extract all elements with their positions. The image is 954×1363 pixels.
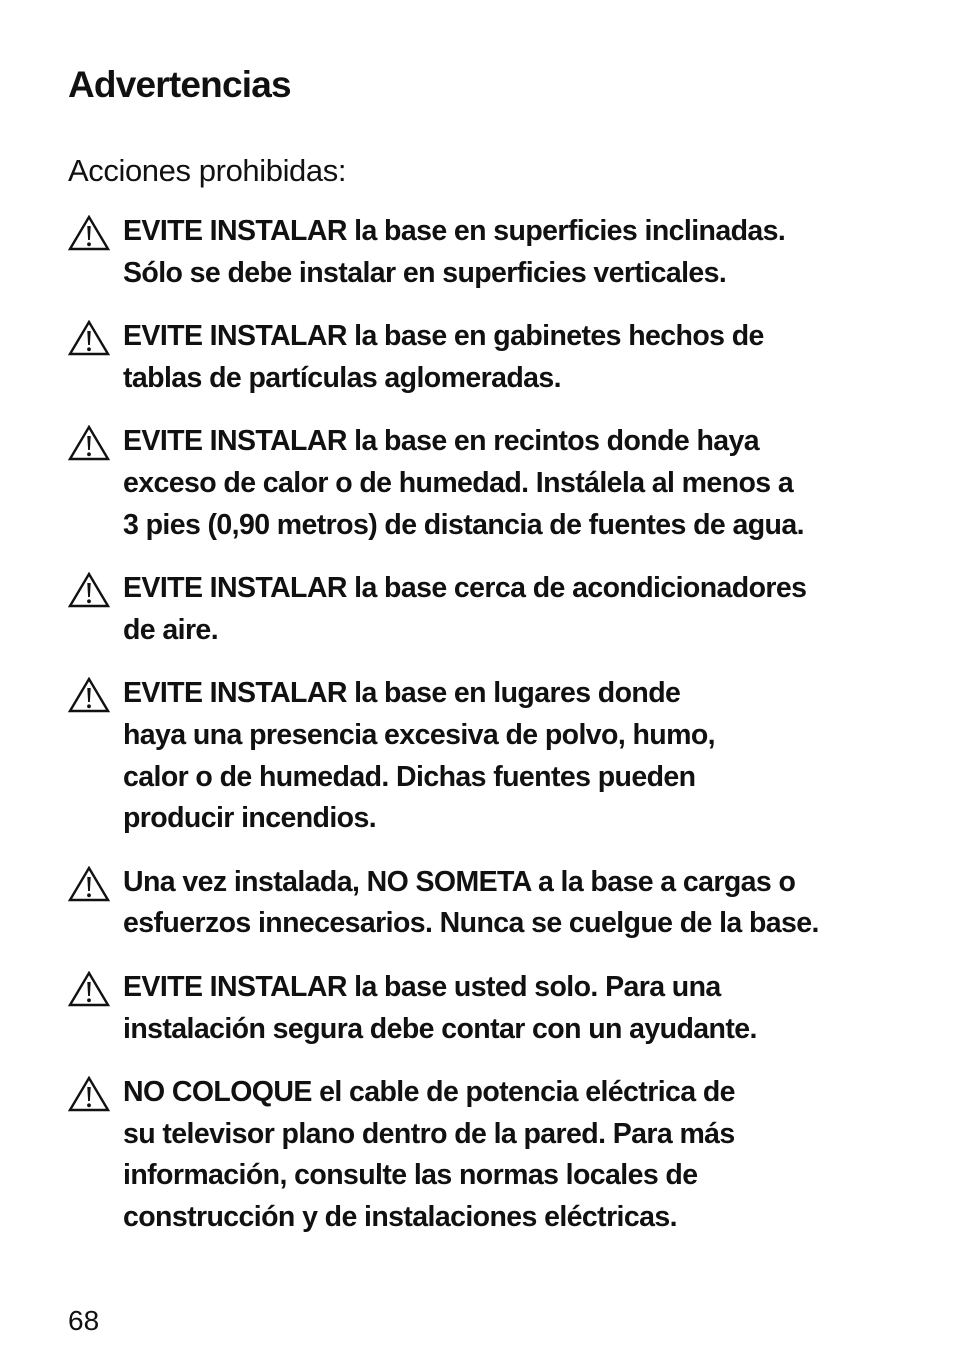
warning-item [68, 421, 898, 546]
section-subtitle: Acciones prohibidas: [68, 153, 347, 188]
warning-text: EVITE INSTALAR la base en recintos donde haya exceso de calor o de humedad. Instálela al menos a 3 pies (0,90 metros) de distancia de fuentes de agua. [123, 425, 804, 541]
warning-text: EVITE INSTALAR la base en gabinetes hechos de tablas de partículas aglomeradas. [123, 320, 764, 394]
page-number: 68 [68, 1305, 100, 1336]
warning-item [68, 316, 898, 399]
warning-item [68, 1072, 898, 1238]
page-title: Advertencias [68, 64, 291, 105]
warning-text: EVITE INSTALAR la base en superficies inclinadas. Sólo se debe instalar en superficies verticales. [123, 215, 786, 289]
warning-triangle-icon [68, 677, 110, 713]
warning-triangle-icon [68, 425, 110, 461]
warning-text: NO COLOQUE el cable de potencia eléctrica de su televisor plano dentro de la pared. Para más información, consulte las normas locales de construcción y de instalaciones eléctricas. [123, 1076, 735, 1233]
warning-text: EVITE INSTALAR la base usted solo. Para una instalación segura debe contar con un ayudante. [123, 970, 757, 1045]
warning-triangle-icon [68, 971, 110, 1007]
warning-item [68, 673, 898, 839]
warning-triangle-icon [68, 215, 110, 251]
warning-triangle-icon [68, 866, 110, 902]
warning-text: EVITE INSTALAR la base en lugares donde haya una presencia excesiva de polvo, humo, calor o de humedad. Dichas fuentes pueden producir incendios. [123, 677, 715, 835]
warning-triangle-icon [68, 572, 110, 608]
warning-item [68, 862, 898, 945]
warning-triangle-icon [68, 1076, 110, 1112]
warning-triangle-icon [68, 320, 110, 356]
warning-item [68, 967, 898, 1050]
warnings-list [68, 211, 898, 1260]
warning-item [68, 568, 898, 651]
warning-item [68, 211, 898, 294]
warning-text: Una vez instalada, NO SOMETA a la base a cargas o esfuerzos innecesarios. Nunca se cuelgue de la base. [123, 865, 819, 940]
warning-text: EVITE INSTALAR la base cerca de acondicionadores de aire. [123, 572, 807, 646]
